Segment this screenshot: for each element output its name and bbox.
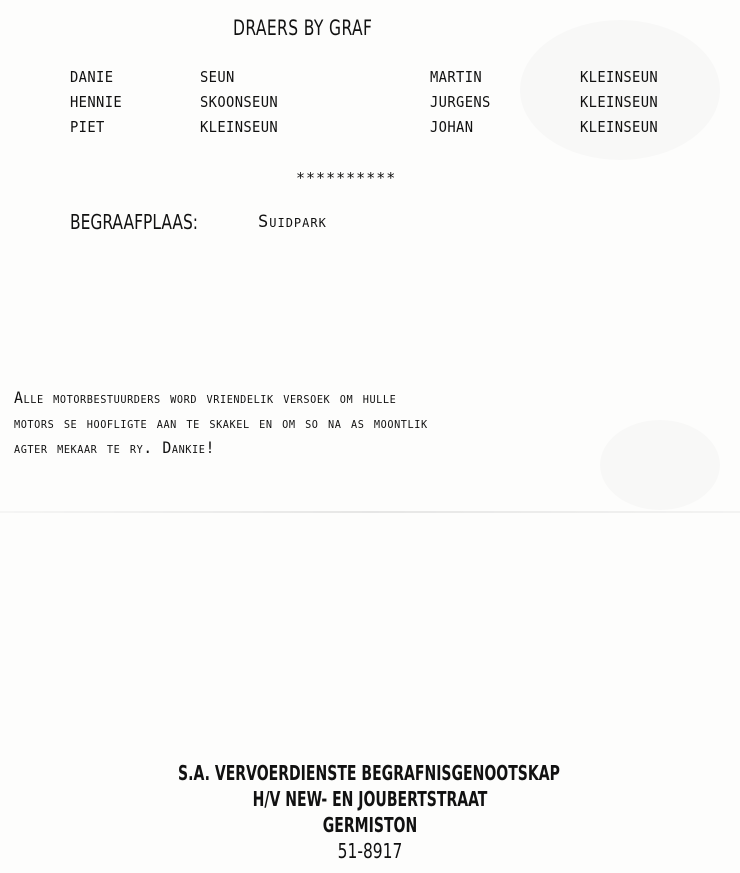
notice-line: Alle motorbestuurders word vriendelik versoek om hulle — [14, 388, 397, 407]
bearer-relation: KLEINSEUN — [580, 68, 659, 86]
cemetery-label: BEGRAAFPLAAS: — [70, 210, 199, 234]
cemetery-value: suidpark — [258, 212, 327, 232]
cemetery-line — [70, 210, 327, 234]
bearer-relation: KLEINSEUN — [200, 118, 279, 136]
bearer-name: DANIE — [70, 68, 114, 86]
bearer-name: HENNIE — [70, 93, 123, 111]
bearer-relation: KLEINSEUN — [580, 93, 659, 111]
bearer-relation: KLEINSEUN — [580, 118, 659, 136]
bearer-relation: SKOONSEUN — [200, 93, 279, 111]
notice-line: motors se hoofligte aan te skakel en om so na as moontlik — [14, 413, 428, 432]
paper-fold-line — [0, 511, 740, 513]
asterisk-separator: ********** — [296, 169, 397, 187]
bearer-row — [70, 68, 710, 92]
company-name: S.A. VERVOERDIENSTE BEGRAFNISGENOOTSKAP — [178, 761, 560, 785]
bearer-name: JOHAN — [430, 118, 474, 136]
bearer-row — [70, 118, 710, 142]
motorist-notice — [14, 385, 730, 460]
company-phone: 51-8917 — [337, 839, 403, 863]
bearer-name: MARTIN — [430, 68, 483, 86]
bearer-name: PIET — [70, 118, 105, 136]
bearer-row — [70, 93, 710, 117]
undertaker-footer — [0, 760, 740, 864]
document-title: DRAERS BY GRAF — [233, 16, 373, 40]
company-city: GERMISTON — [322, 813, 418, 837]
company-address: H/V NEW- EN JOUBERTSTRAAT — [252, 787, 488, 811]
bearer-relation: SEUN — [200, 68, 235, 86]
notice-line: agter mekaar te ry. Dankie! — [14, 438, 215, 457]
bearers-list — [70, 68, 710, 146]
bearer-name: JURGENS — [430, 93, 491, 111]
